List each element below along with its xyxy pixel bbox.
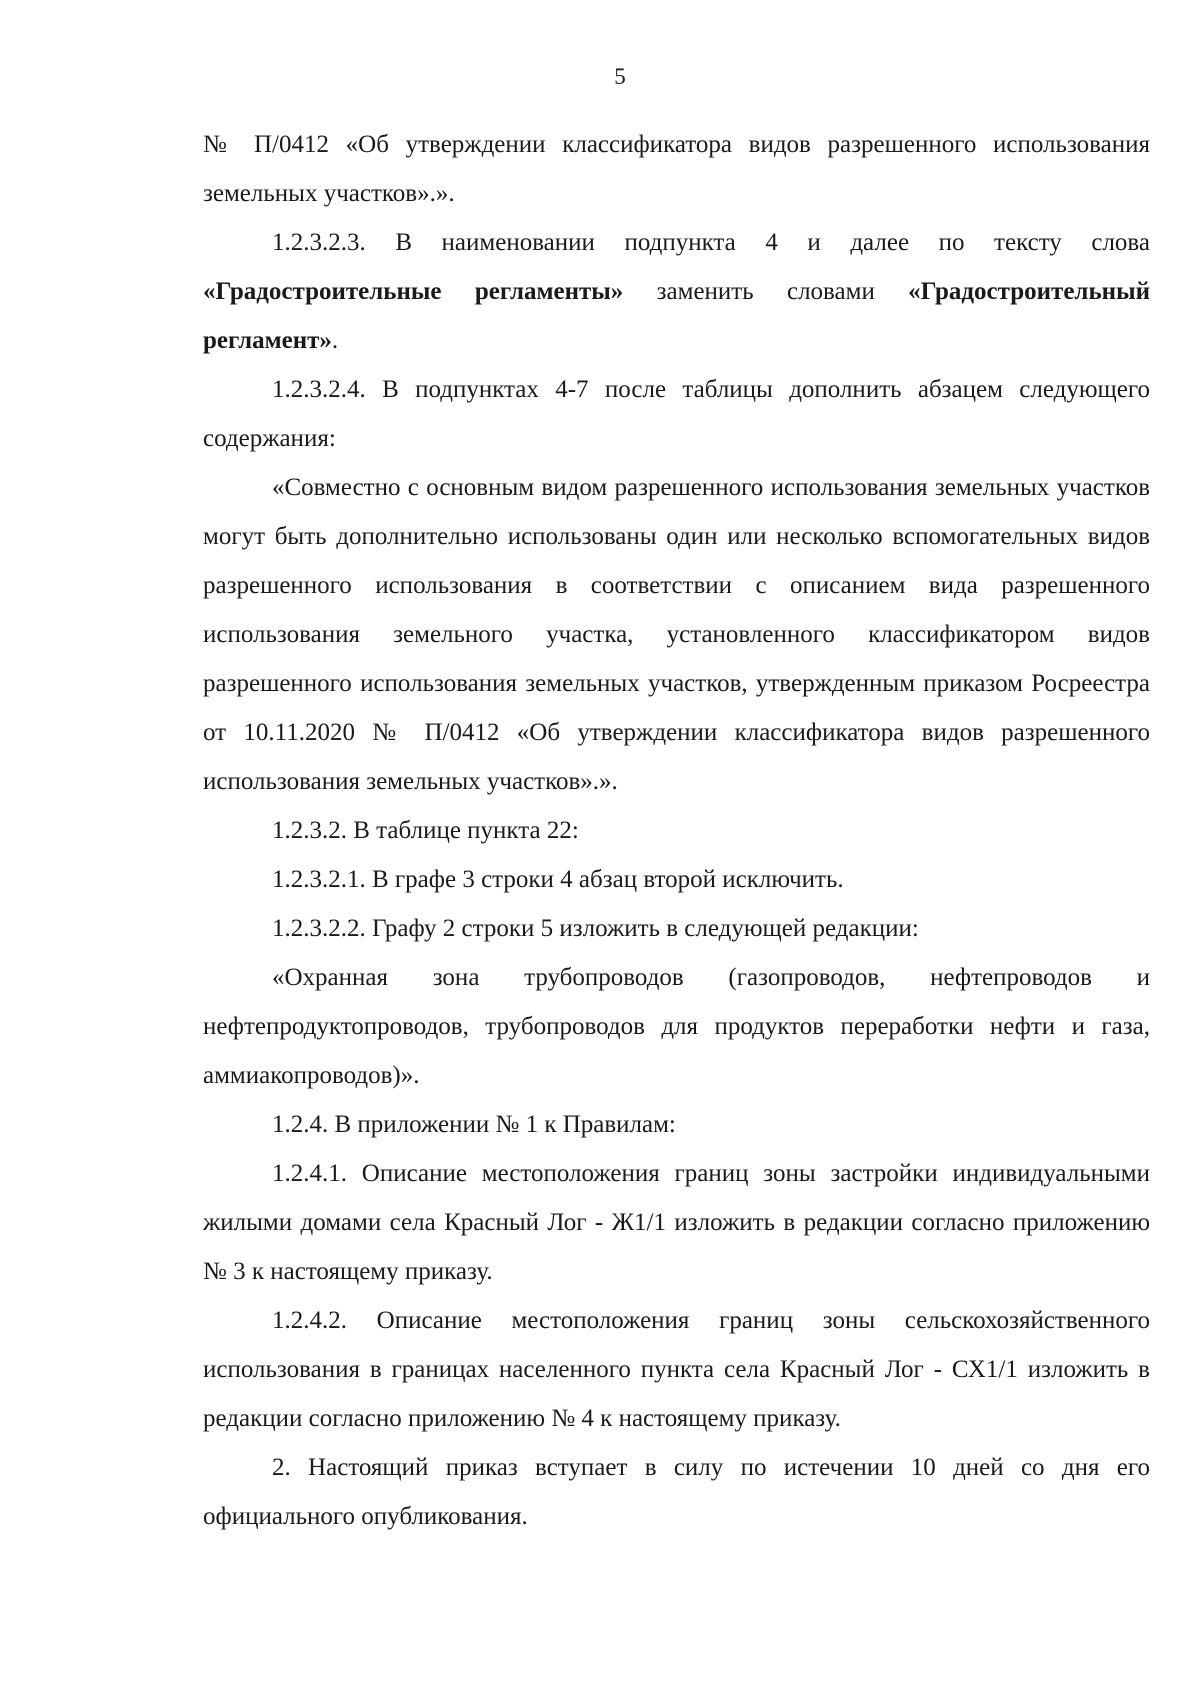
paragraph-1-2-3-2-1: 1.2.3.2.1. В графе 3 строки 4 абзац второй исключить.: [272, 866, 844, 893]
document-body: [203, 120, 1150, 1541]
paragraph-1-2-3-2-3: [203, 218, 1150, 365]
bold-quote-old: «Градостроительные регламенты»: [203, 278, 624, 305]
paragraph-1-2-3-2-4: 1.2.3.2.4. В подпунктах 4-7 после таблицы дополнить абзацем следующего содержания:: [203, 376, 1150, 452]
paragraph-quote-security-zone: «Охранная зона трубопроводов (газопроводов, нефтепроводов и нефтепродуктопроводов, трубопроводов для продуктов переработки нефти и газа, аммиакопроводов)».: [203, 964, 1150, 1089]
paragraph-continuation: № П/0412 «Об утверждении классификатора видов разрешенного использования земельных участков».».: [203, 131, 1150, 207]
paragraph-1-2-4-1: 1.2.4.1. Описание местоположения границ зоны застройки индивидуальными жилыми домами села Красный Лог - Ж1/1 изложить в редакции согласно приложению № 3 к настоящему приказу.: [203, 1160, 1150, 1285]
paragraph-quote-supplement: «Совместно с основным видом разрешенного использования земельных участков могут быть дополнительно использованы один или несколько вспомогательных видов разрешенного использования в соответствии с описанием вида разрешенного использования земельного участка, установленного классификатором видов разрешенного использования земельных участков, утвержденным приказом Росреестра от 10.11.2020 № П/0412 «Об утверждении классификатора видов разрешенного использования земельных участков».».: [203, 474, 1150, 795]
paragraph-text: заменить словами: [623, 278, 909, 305]
paragraph-text: 1.2.3.2.3. В наименовании подпункта 4 и далее по тексту слова: [272, 229, 1150, 256]
paragraph-1-2-4: 1.2.4. В приложении № 1 к Правилам:: [272, 1111, 676, 1138]
paragraph-2: 2. Настоящий приказ вступает в силу по истечении 10 дней со дня его официального опубликования.: [203, 1454, 1150, 1530]
bold-quote-new: «Градостроительный регламент»: [203, 278, 1150, 354]
paragraph-1-2-3-2: 1.2.3.2. В таблице пункта 22:: [272, 817, 579, 844]
paragraph-1-2-3-2-2: 1.2.3.2.2. Графу 2 строки 5 изложить в следующей редакции:: [272, 915, 919, 942]
paragraph-1-2-4-2: 1.2.4.2. Описание местоположения границ зоны сельскохозяйственного использования в границах населенного пункта села Красный Лог - СХ1/1 изложить в редакции согласно приложению № 4 к настоящему приказу.: [203, 1307, 1150, 1432]
paragraph-text: .: [331, 327, 339, 354]
page-number: 5: [614, 64, 626, 89]
